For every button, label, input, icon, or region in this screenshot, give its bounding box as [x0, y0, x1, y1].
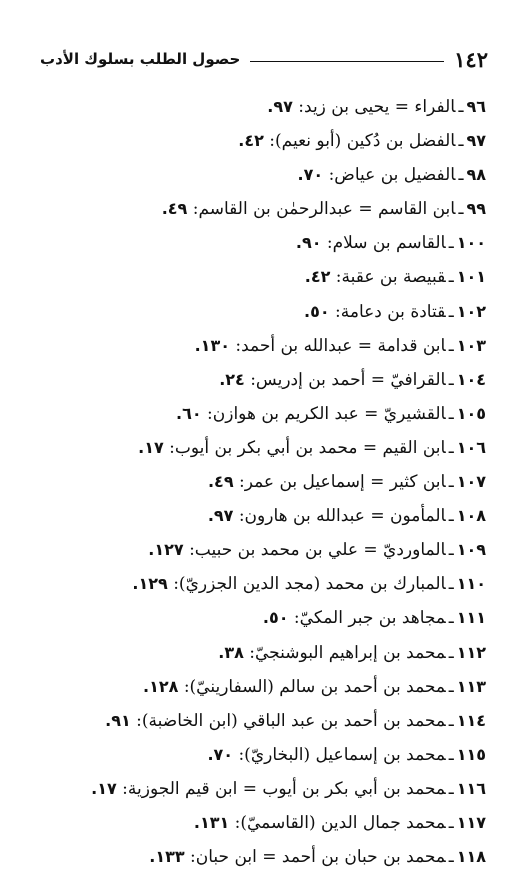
- entry-page-ref: ٥٠.: [303, 301, 330, 321]
- entry-page-ref: ٦٠.: [176, 403, 202, 423]
- entry-page-ref: ٧٠.: [297, 165, 324, 185]
- index-entry: [26, 772, 486, 806]
- entry-page-ref: ١٧.: [91, 778, 117, 798]
- entry-page-ref: ١٢٧.: [148, 540, 184, 560]
- entry-name: محمد بن حبان بن أحمد = ابن حبان:: [190, 847, 446, 868]
- entry-name: القشيريّ = عبد الكريم بن هوازن:: [207, 403, 446, 424]
- entry-name: قبيصة بن عقبة:: [335, 267, 446, 288]
- index-entry: [26, 567, 486, 601]
- entry-dash: ـ: [458, 97, 464, 117]
- entry-name: القاسم بن سلام:: [326, 233, 446, 254]
- entry-page-ref: ٩٧.: [267, 97, 293, 116]
- entry-page-ref: ١٢٨.: [143, 676, 179, 696]
- entry-name: المأمون = عبدالله بن هارون:: [238, 506, 446, 527]
- entry-number: ١١٦: [456, 778, 486, 798]
- entry-dash: ـ: [448, 506, 454, 527]
- entry-number: ٩٦: [466, 97, 486, 116]
- entry-number: ١١٥: [456, 744, 486, 764]
- entry-dash: ـ: [448, 472, 454, 493]
- entry-number: ١١٠: [456, 574, 486, 594]
- entry-page-ref: ٤٩.: [207, 472, 234, 492]
- entry-dash: ـ: [448, 642, 454, 663]
- index-entry: [26, 465, 486, 499]
- index-entry: [26, 601, 486, 635]
- entry-name: محمد بن إبراهيم البوشنجيّ:: [249, 642, 446, 663]
- entry-name: محمد بن أبي بكر بن أيوب = ابن قيم الجوزية:: [122, 778, 446, 799]
- entry-name: ابن كثير = إسماعيل بن عمر:: [238, 472, 446, 493]
- entry-number: ١١١: [456, 608, 486, 628]
- entry-page-ref: ٩٠.: [295, 233, 322, 253]
- entry-page-ref: ١٣٣.: [149, 847, 185, 867]
- entry-dash: ـ: [448, 403, 454, 424]
- entry-dash: ـ: [448, 676, 454, 697]
- index-entry: [26, 124, 486, 158]
- entry-number: ١٠٣: [456, 335, 486, 355]
- index-entry: [26, 90, 486, 124]
- entry-dash: ـ: [448, 847, 454, 868]
- entry-page-ref: ٤٩.: [161, 199, 188, 219]
- index-entry: [26, 158, 486, 192]
- entry-name: مجاهد بن جبر المكيّ:: [293, 608, 446, 629]
- entry-name: ابن القاسم = عبدالرحمٰن بن القاسم:: [192, 199, 456, 220]
- entry-dash: ـ: [448, 335, 454, 356]
- entry-dash: ـ: [448, 301, 454, 322]
- index-entry: [26, 636, 486, 670]
- entry-number: ١١٢: [456, 642, 486, 662]
- entry-name: قتادة بن دعامة:: [335, 301, 446, 322]
- entry-number: ١١٣: [456, 676, 486, 696]
- entry-number: ١٠٢: [456, 301, 486, 321]
- index-entry: [26, 840, 486, 874]
- entry-dash: ـ: [448, 710, 454, 731]
- entry-page-ref: ٤٢.: [304, 267, 331, 287]
- index-entry: [26, 363, 486, 397]
- entry-page-ref: ١٣٠.: [194, 335, 230, 355]
- entry-name: الفضيل بن عياض:: [328, 165, 456, 186]
- entry-name: محمد بن أحمد بن عبد الباقي (ابن الخاضبة):: [136, 710, 446, 731]
- entry-name: الماورديّ = علي بن محمد بن حبيب:: [189, 540, 446, 561]
- entry-number: ١٠٠: [456, 233, 486, 253]
- entry-name: محمد بن إسماعيل (البخاريّ):: [238, 744, 446, 765]
- index-entry: [26, 260, 486, 294]
- entry-number: ١٠٧: [456, 472, 486, 492]
- page-header: [40, 44, 488, 74]
- index-entry: [26, 704, 486, 738]
- entry-page-ref: ٣٨.: [218, 642, 244, 662]
- entry-dash: ـ: [448, 574, 454, 595]
- entry-page-ref: ١٧.: [138, 437, 164, 457]
- entry-number: ١٠٩: [456, 540, 486, 560]
- entry-dash: ـ: [448, 540, 454, 561]
- entry-page-ref: ٤٢.: [238, 131, 264, 151]
- entry-dash: ـ: [448, 778, 454, 799]
- entry-number: ١٠٨: [456, 506, 486, 526]
- header-rule: [250, 61, 444, 62]
- entry-number: ١١٧: [456, 812, 486, 832]
- entry-name: محمد جمال الدين (القاسميّ):: [234, 812, 446, 833]
- entry-page-ref: ٩١.: [105, 710, 131, 730]
- entry-number: ١١٤: [456, 710, 486, 730]
- entry-name: محمد بن أحمد بن سالم (السفارينيّ):: [183, 676, 446, 697]
- entry-number: ٩٧: [466, 131, 486, 151]
- entry-name: الفضل بن دُكين (أبو نعيم):: [269, 131, 456, 152]
- entry-number: ٩٩: [466, 199, 486, 219]
- page-number: ١٤٢: [454, 46, 488, 72]
- running-title: حصول الطلب بسلوك الأدب: [40, 50, 241, 68]
- entry-dash: ـ: [448, 437, 454, 458]
- entry-page-ref: ٧٠.: [207, 744, 234, 764]
- entry-dash: ـ: [458, 199, 464, 220]
- entry-dash: ـ: [458, 165, 464, 186]
- entry-dash: ـ: [448, 233, 454, 254]
- index-entry: [26, 397, 486, 431]
- index-entry: [26, 192, 486, 226]
- entry-dash: ـ: [448, 812, 454, 833]
- entry-name: ابن قدامة = عبدالله بن أحمد:: [235, 335, 446, 356]
- entry-dash: ـ: [458, 131, 464, 152]
- index-entry: [26, 226, 486, 260]
- index-entry: [26, 533, 486, 567]
- index-entry: [26, 670, 486, 704]
- index-entry: [26, 806, 486, 840]
- entry-page-ref: ٢٤.: [219, 369, 245, 389]
- entry-dash: ـ: [448, 744, 454, 765]
- entry-page-ref: ١٣١.: [193, 812, 230, 832]
- entry-name: ابن القيم = محمد بن أبي بكر بن أيوب:: [169, 437, 446, 458]
- entry-dash: ـ: [448, 267, 454, 288]
- entry-name: المبارك بن محمد (مجد الدين الجزريّ):: [173, 574, 446, 595]
- index-entry: [26, 499, 486, 533]
- entry-number: ١٠١: [456, 267, 486, 287]
- entry-page-ref: ٩٧.: [207, 506, 234, 526]
- index-entries: [26, 90, 486, 874]
- index-entry: [26, 431, 486, 465]
- entry-dash: ـ: [448, 369, 454, 390]
- entry-number: ١٠٥: [456, 403, 486, 423]
- entry-name: القرافيّ = أحمد بن إدريس:: [250, 369, 446, 390]
- entry-number: ١٠٤: [456, 369, 486, 389]
- entry-name: الفراء = يحيى بن زيد:: [298, 97, 456, 117]
- entry-number: ٩٨: [466, 165, 486, 185]
- entry-page-ref: ١٢٩.: [132, 574, 168, 594]
- entry-dash: ـ: [448, 608, 454, 629]
- entry-number: ١١٨: [456, 847, 486, 867]
- entry-number: ١٠٦: [456, 437, 486, 457]
- index-entry: [26, 329, 486, 363]
- index-entry: [26, 738, 486, 772]
- index-entry: [26, 295, 486, 329]
- entry-page-ref: ٥٠.: [262, 608, 289, 628]
